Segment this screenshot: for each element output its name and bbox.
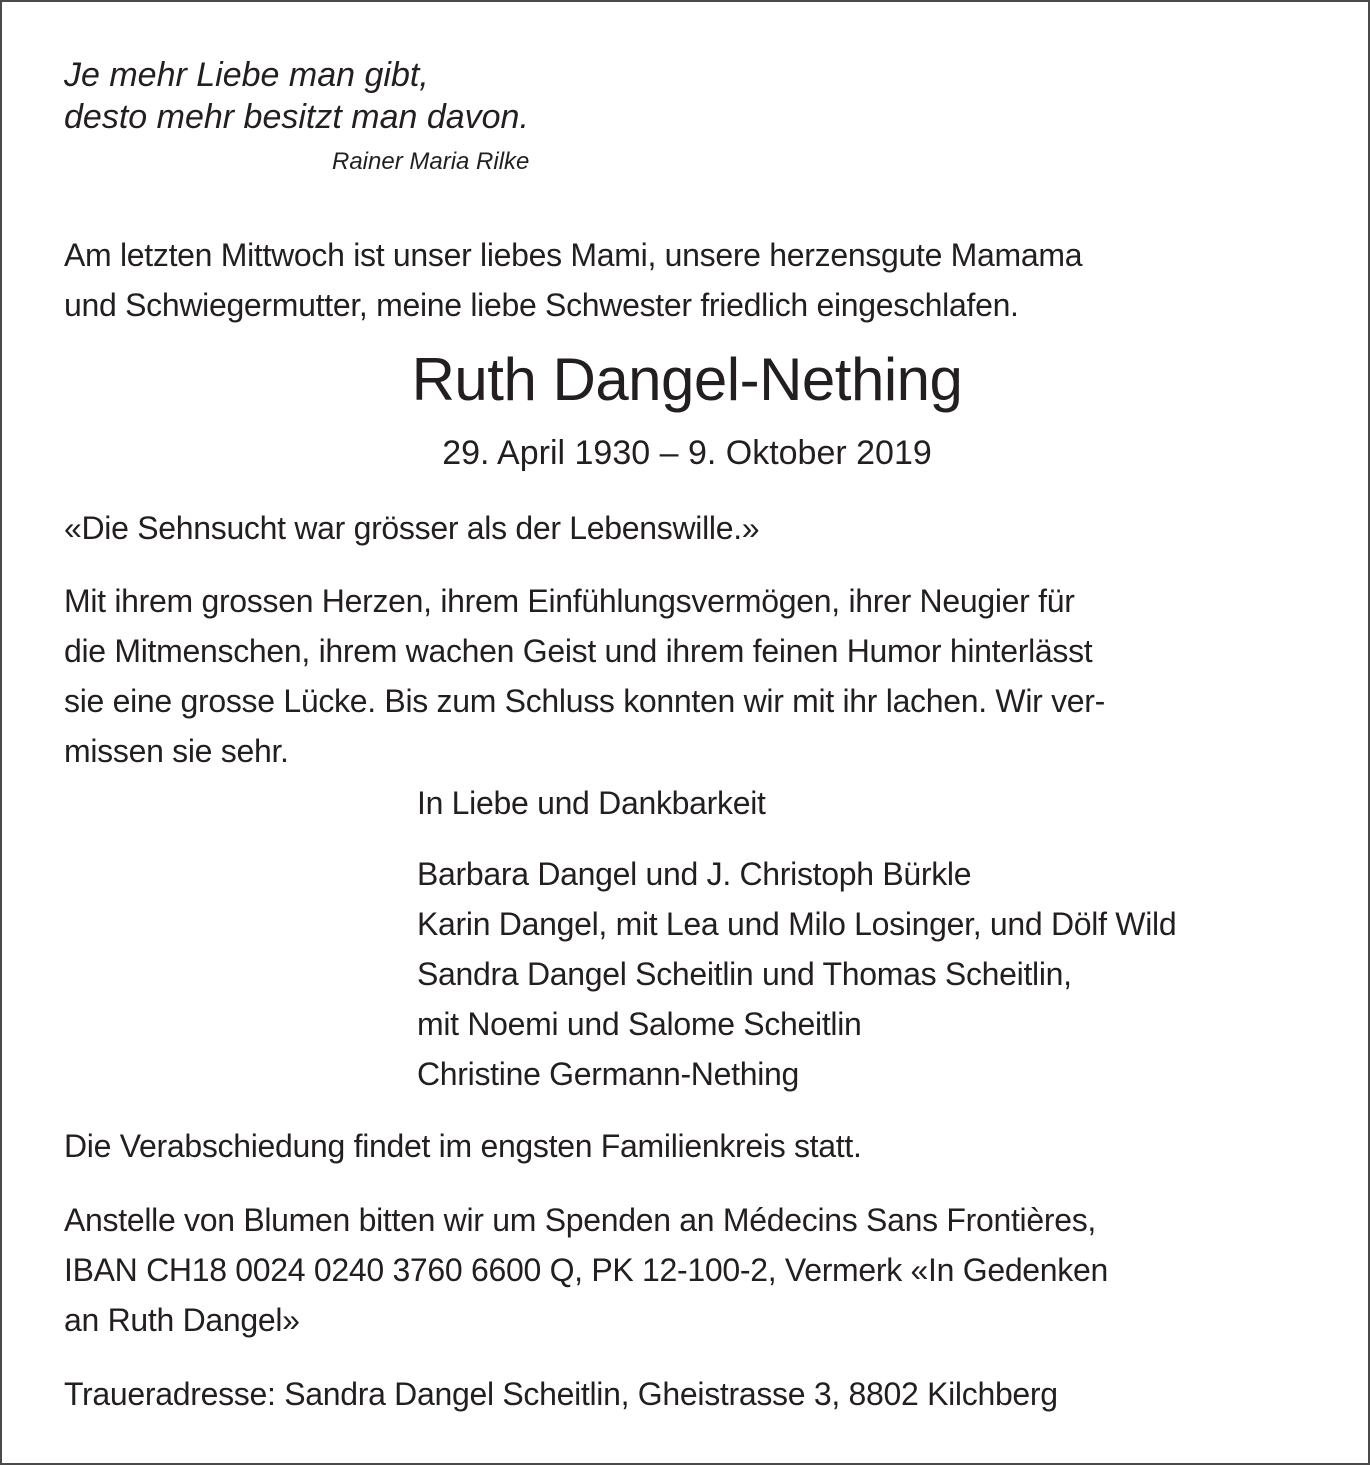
family-member: Sandra Dangel Scheitlin und Thomas Scheitlin, bbox=[417, 956, 1072, 992]
closing-line: In Liebe und Dankbarkeit bbox=[417, 785, 766, 821]
family-member: Barbara Dangel und J. Christoph Bürkle bbox=[417, 856, 972, 892]
tribute-line-1: Mit ihrem grossen Herzen, ihrem Einfühlungsvermögen, ihrer Neugier für bbox=[64, 583, 1075, 619]
tribute-line-2: die Mitmenschen, ihrem wachen Geist und ihrem feinen Humor hinterlässt bbox=[64, 633, 1093, 669]
tribute-line-4: missen sie sehr. bbox=[64, 733, 289, 769]
intro-line-2: und Schwiegermutter, meine liebe Schwester friedlich eingeschlafen. bbox=[64, 287, 1019, 323]
family-member: Karin Dangel, mit Lea und Milo Losinger, und Dölf Wild bbox=[417, 906, 1177, 942]
donation-line-2: IBAN CH18 0024 0240 3760 6600 Q, PK 12-100-2, Vermerk «In Gedenken bbox=[64, 1252, 1108, 1288]
motto-line-1: Je mehr Liebe man gibt, bbox=[64, 56, 429, 94]
intro-line-1: Am letzten Mittwoch ist unser liebes Mami, unsere herzensgute Mamama bbox=[64, 237, 1083, 273]
farewell-note: Die Verabschiedung findet im engsten Familienkreis statt. bbox=[64, 1128, 862, 1164]
donation-line-1: Anstelle von Blumen bitten wir um Spenden an Médecins Sans Frontières, bbox=[64, 1202, 1097, 1238]
family-member: Christine Germann-Nething bbox=[417, 1056, 800, 1092]
motto-line-2: desto mehr besitzt man davon. bbox=[64, 98, 529, 136]
mourning-address: Traueradresse: Sandra Dangel Scheitlin, Gheistrasse 3, 8802 Kilchberg bbox=[64, 1376, 1058, 1412]
quote: «Die Sehnsucht war grösser als der Lebenswille.» bbox=[64, 510, 760, 546]
life-dates: 29. April 1930 – 9. Oktober 2019 bbox=[442, 434, 932, 472]
donation-line-3: an Ruth Dangel» bbox=[64, 1302, 300, 1338]
motto-author: Rainer Maria Rilke bbox=[332, 148, 530, 175]
tribute-line-3: sie eine grosse Lücke. Bis zum Schluss konnten wir mit ihr lachen. Wir ver- bbox=[64, 683, 1106, 719]
family-member: mit Noemi und Salome Scheitlin bbox=[417, 1006, 862, 1042]
deceased-name: Ruth Dangel-Nething bbox=[411, 346, 963, 413]
